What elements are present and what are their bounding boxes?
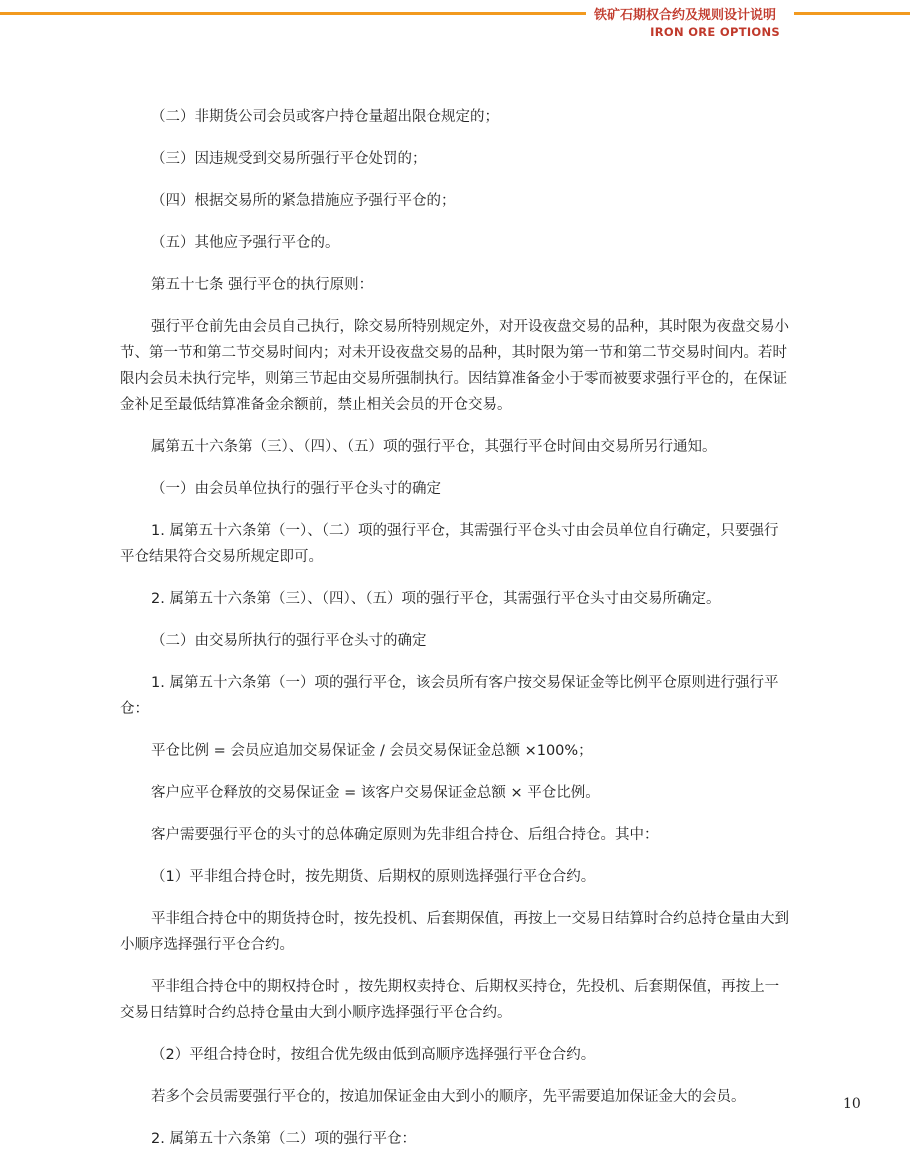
document-body [120,104,792,1168]
header-rule-left [0,12,586,15]
header-rule-right [794,12,910,15]
paragraph: 平非组合持仓中的期权持仓时 ，按先期权卖持仓、后期权买持仓，先投机、后套期保值，再按上一交易日结算时合约总持仓量由大到小顺序选择强行平仓合约。 [120,979,780,1021]
paragraph: 2. 属第五十六条第（三）、（四）、（五）项的强行平仓，其需强行平仓头寸由交易所确定。 [151,591,721,607]
paragraph: （四）根据交易所的紧急措施应予强行平仓的； [151,193,456,209]
paragraph: （1）平非组合持仓时，按先期货、后期权的原则选择强行平仓合约。 [151,869,596,885]
paragraph: （三）因违规受到交易所强行平仓处罚的； [151,151,427,167]
paragraph: 2. 属第五十六条第（二）项的强行平仓： [151,1131,416,1147]
paragraph: 客户需要强行平仓的头寸的总体确定原则为先非组合持仓、后组合持仓。其中： [151,827,659,843]
paragraph: （二）非期货公司会员或客户持仓量超出限仓规定的； [151,109,499,125]
header-title: 铁矿石期权合约及规则设计说明 [594,8,777,23]
section-heading: （一）由会员单位执行的强行平仓头寸的确定 [151,481,441,497]
paragraph: 1. 属第五十六条第（一）、（二）项的强行平仓，其需强行平仓头寸由会员单位自行确定，只要强行平仓结果符合交易所规定即可。 [120,523,779,565]
paragraph: （五）其他应予强行平仓的。 [151,235,340,251]
article-heading: 第五十七条 强行平仓的执行原则： [151,277,374,293]
paragraph: 属第五十六条第（三）、（四）、（五）项的强行平仓，其强行平仓时间由交易所另行通知。 [151,439,717,455]
page-number: 10 [843,1096,861,1112]
header-subtitle: IRON ORE OPTIONS [650,25,780,39]
paragraph: 1. 属第五十六条第（一）项的强行平仓，该会员所有客户按交易保证金等比例平仓原则进行强行平仓： [120,675,779,717]
paragraph: 若多个会员需要强行平仓的，按追加保证金由大到小的顺序，先平需要追加保证金大的会员。 [151,1089,746,1105]
paragraph: 平非组合持仓中的期货持仓时，按先投机、后套期保值，再按上一交易日结算时合约总持仓量由大到小顺序选择强行平仓合约。 [120,911,789,953]
formula: 平仓比例 = 会员应追加交易保证金 / 会员交易保证金总额 ×100%； [151,743,593,759]
paragraph: （2）平组合持仓时，按组合优先级由低到高顺序选择强行平仓合约。 [151,1047,596,1063]
paragraph: 强行平仓前先由会员自己执行，除交易所特别规定外，对开设夜盘交易的品种，其时限为夜盘交易小节、第一节和第二节交易时间内；对未开设夜盘交易的品种，其时限为第一节和第二节交易时间内。若时限内会员未执行完毕，则第三节起由交易所强制执行。因结算准备金小于零而被要求强行平仓的，在保证金补足至最低结算准备金余额前，禁止相关会员的开仓交易。 [120,319,789,413]
formula: 客户应平仓释放的交易保证金 = 该客户交易保证金总额 × 平仓比例。 [151,785,600,801]
section-heading: （二）由交易所执行的强行平仓头寸的确定 [151,633,427,649]
